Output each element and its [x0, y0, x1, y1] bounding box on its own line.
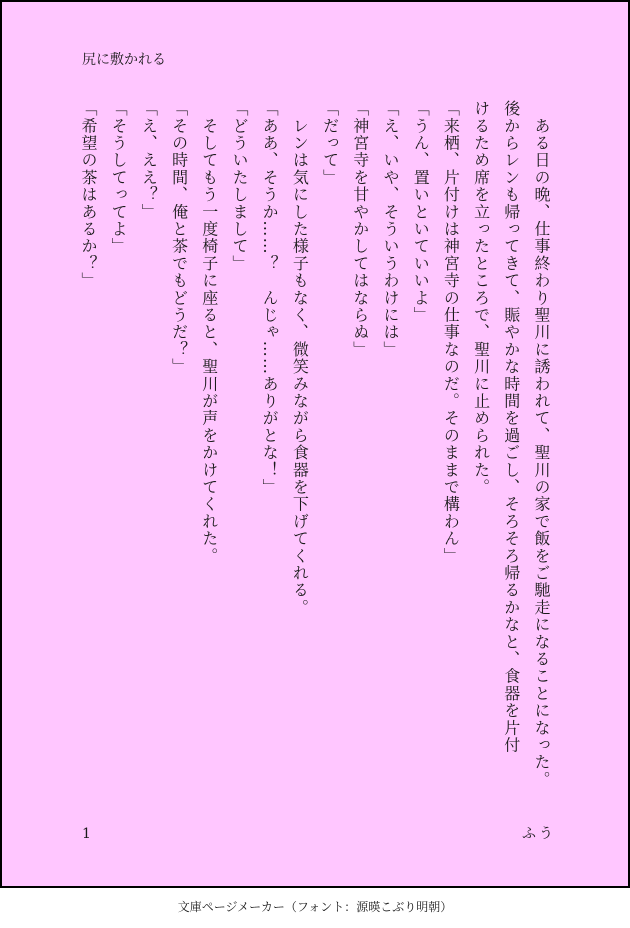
text-line: 「ああ、そうか……？ んじゃ……ありがとな！」 [260, 100, 280, 496]
generator-caption: 文庫ページメーカー（フォント：源暎こぶり明朝） [177, 900, 453, 914]
running-title: 尻に敷かれる [82, 52, 166, 68]
text-line: そしてもう一度椅子に座ると、聖川が声をかけてくれた。 [199, 100, 219, 565]
text-line: 「神宮寺を甘やかしてはならぬ」 [350, 100, 370, 358]
text-line: 「その時間、俺と茶でもどうだ？」 [169, 100, 189, 376]
vertical-body-text [73, 100, 556, 820]
text-line: 「来栖、片付けは神宮寺の仕事なのだ。そのままで構わん」 [441, 100, 461, 565]
text-line: レンは気にした様子もなく、微笑みながら食器を下げてくれる。 [290, 100, 310, 616]
text-line: 「え、いや、そういうわけには」 [380, 100, 400, 358]
text-line: 「どういたしまして」 [229, 100, 249, 272]
text-line: 「だって」 [320, 100, 340, 186]
text-line: 後からレンも帰ってきて、賑やかな時間を過ごし、そろそろ帰るかなと、食器を片付 [501, 100, 521, 754]
text-line: 「うん、置いといていいよ」 [411, 100, 431, 324]
text-line: ある日の晩、仕事終わり聖川に誘われて、聖川の家で飯をご馳走になることになった。 [532, 100, 551, 788]
page-number: 1 [82, 826, 91, 842]
text-line: 「そうしてってよ」 [109, 100, 129, 255]
author-name: ふう [522, 826, 556, 842]
text-line: けるため席を立ったところで、聖川に止められた。 [471, 100, 491, 496]
text-line: 「希望の茶はあるか？」 [78, 100, 98, 290]
text-line: 「え、ええ？」 [139, 100, 159, 221]
